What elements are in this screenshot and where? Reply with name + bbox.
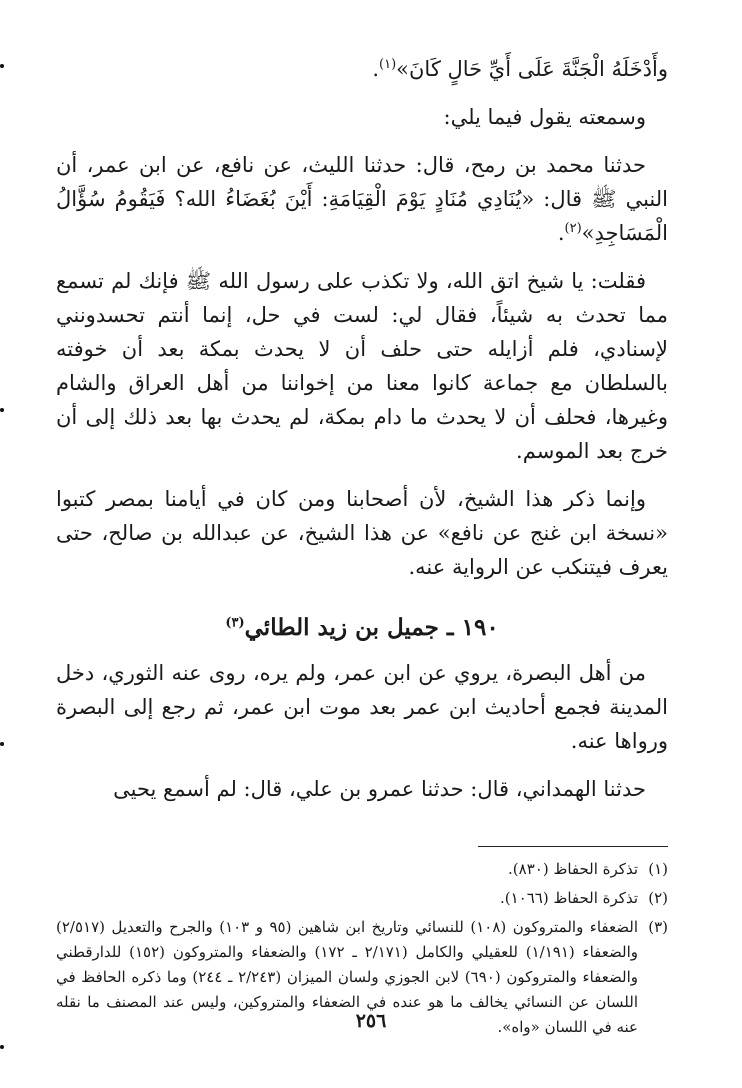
footnote: (١) تذكرة الحفاظ (٨٣٠). <box>508 860 668 878</box>
margin-dot <box>0 64 4 68</box>
footnote-divider <box>478 846 668 847</box>
paragraph-narration: حدثنا الهمداني، قال: حدثنا عمرو بن علي، قال: لم أسمع يحيى <box>113 777 646 801</box>
paragraph-biography: من أهل البصرة، يروي عن ابن عمر، ولم يره، روى عنه الثوري، دخل المدينة فجمع أحاديث ابن عمر بعد موت ابن عمر، ثم رجع إلى البصرة ورواها عنه. <box>56 661 668 753</box>
paragraph-heard-him: وسمعته يقول فيما يلي: <box>443 105 646 129</box>
page-body <box>56 52 668 1040</box>
paragraph-isnad: حدثنا محمد بن رمح، قال: حدثنا الليث، عن نافع، عن ابن عمر، أن النبي ﷺ قال: «يُنَادِي مُنَادٍ يَوْمَ الْقِيَامَةِ: أَيْنَ بُغَضَاءُ الله؟ فَيَقُومُ سُؤَّالُ الْمَسَاجِدِ»$^{(٢)}$. <box>56 153 668 245</box>
footnote-ref-2[interactable]: (٢) <box>564 221 582 236</box>
paragraph-hadith-end: وأَدْخَلَهُ الْجَنَّةَ عَلَى أَيِّ حَالٍ كَانَ»$^{(١)}$. <box>372 57 668 81</box>
margin-dot <box>0 742 4 746</box>
margin-dot <box>0 1045 4 1049</box>
entry-heading: ١٩٠ ـ جميل بن زيد الطائي$^{(٣)}$ <box>225 614 499 641</box>
paragraph-reason: وإنما ذكر هذا الشيخ، لأن أصحابنا ومن كان في أيامنا بمصر كتبوا «نسخة ابن غنج عن نافع» عن هذا الشيخ، عن عبدالله بن صالح، حتى يعرف فيتنكب عن الرواية عنه. <box>56 487 668 579</box>
footnote: (٣) الضعفاء والمتروكون (١٠٨) للنسائي وتاريخ ابن شاهين (٩٥ و ١٠٣) والجرح والتعديل (٢/٥١٧) والضعفاء (١/١٩١) للعقيلي والكامل (٢/١٧١ ـ ١٧٢) والضعفاء والمتروكون (١٥٢) للدارقطني والضعفاء والمتروكون (٦٩٠) لابن الجوزي ولسان الميزان (٢/٢٤٣ ـ ٢٤٤) وما ذكره الحافظ في اللسان عن النسائي يخالف ما هو عنده في الضعفاء والمتروكين، وليس عند المصنف ما نقله عنه في اللسان «واه». <box>56 918 668 1036</box>
footnote-ref-1[interactable]: (١) <box>379 57 397 72</box>
footnote-ref-3[interactable]: (٣) <box>225 615 245 631</box>
footnote: (٢) تذكرة الحفاظ (١٠٦٦). <box>499 889 668 907</box>
page-number: ٢٥٦ <box>355 1010 387 1032</box>
margin-dot <box>0 408 4 412</box>
paragraph-story: فقلت: يا شيخ اتق الله، ولا تكذب على رسول الله ﷺ فإنك لم تسمع مما تحدث به شيئاً، فقال لي: لست في حل، إنما أنتم تحسدونني لإسنادي، فلم أزايله حتى حلف أن لا يحدث بمكة بعد أن خوفته بالسلطان مع جماعة كانوا معنا من إخواننا من أهل العراق والشام وغيرها، فحلف أن لا يحدث ما دام بمكة، لم يحدث بها بعد ذلك إلى أن خرج بعد الموسم. <box>56 269 668 463</box>
